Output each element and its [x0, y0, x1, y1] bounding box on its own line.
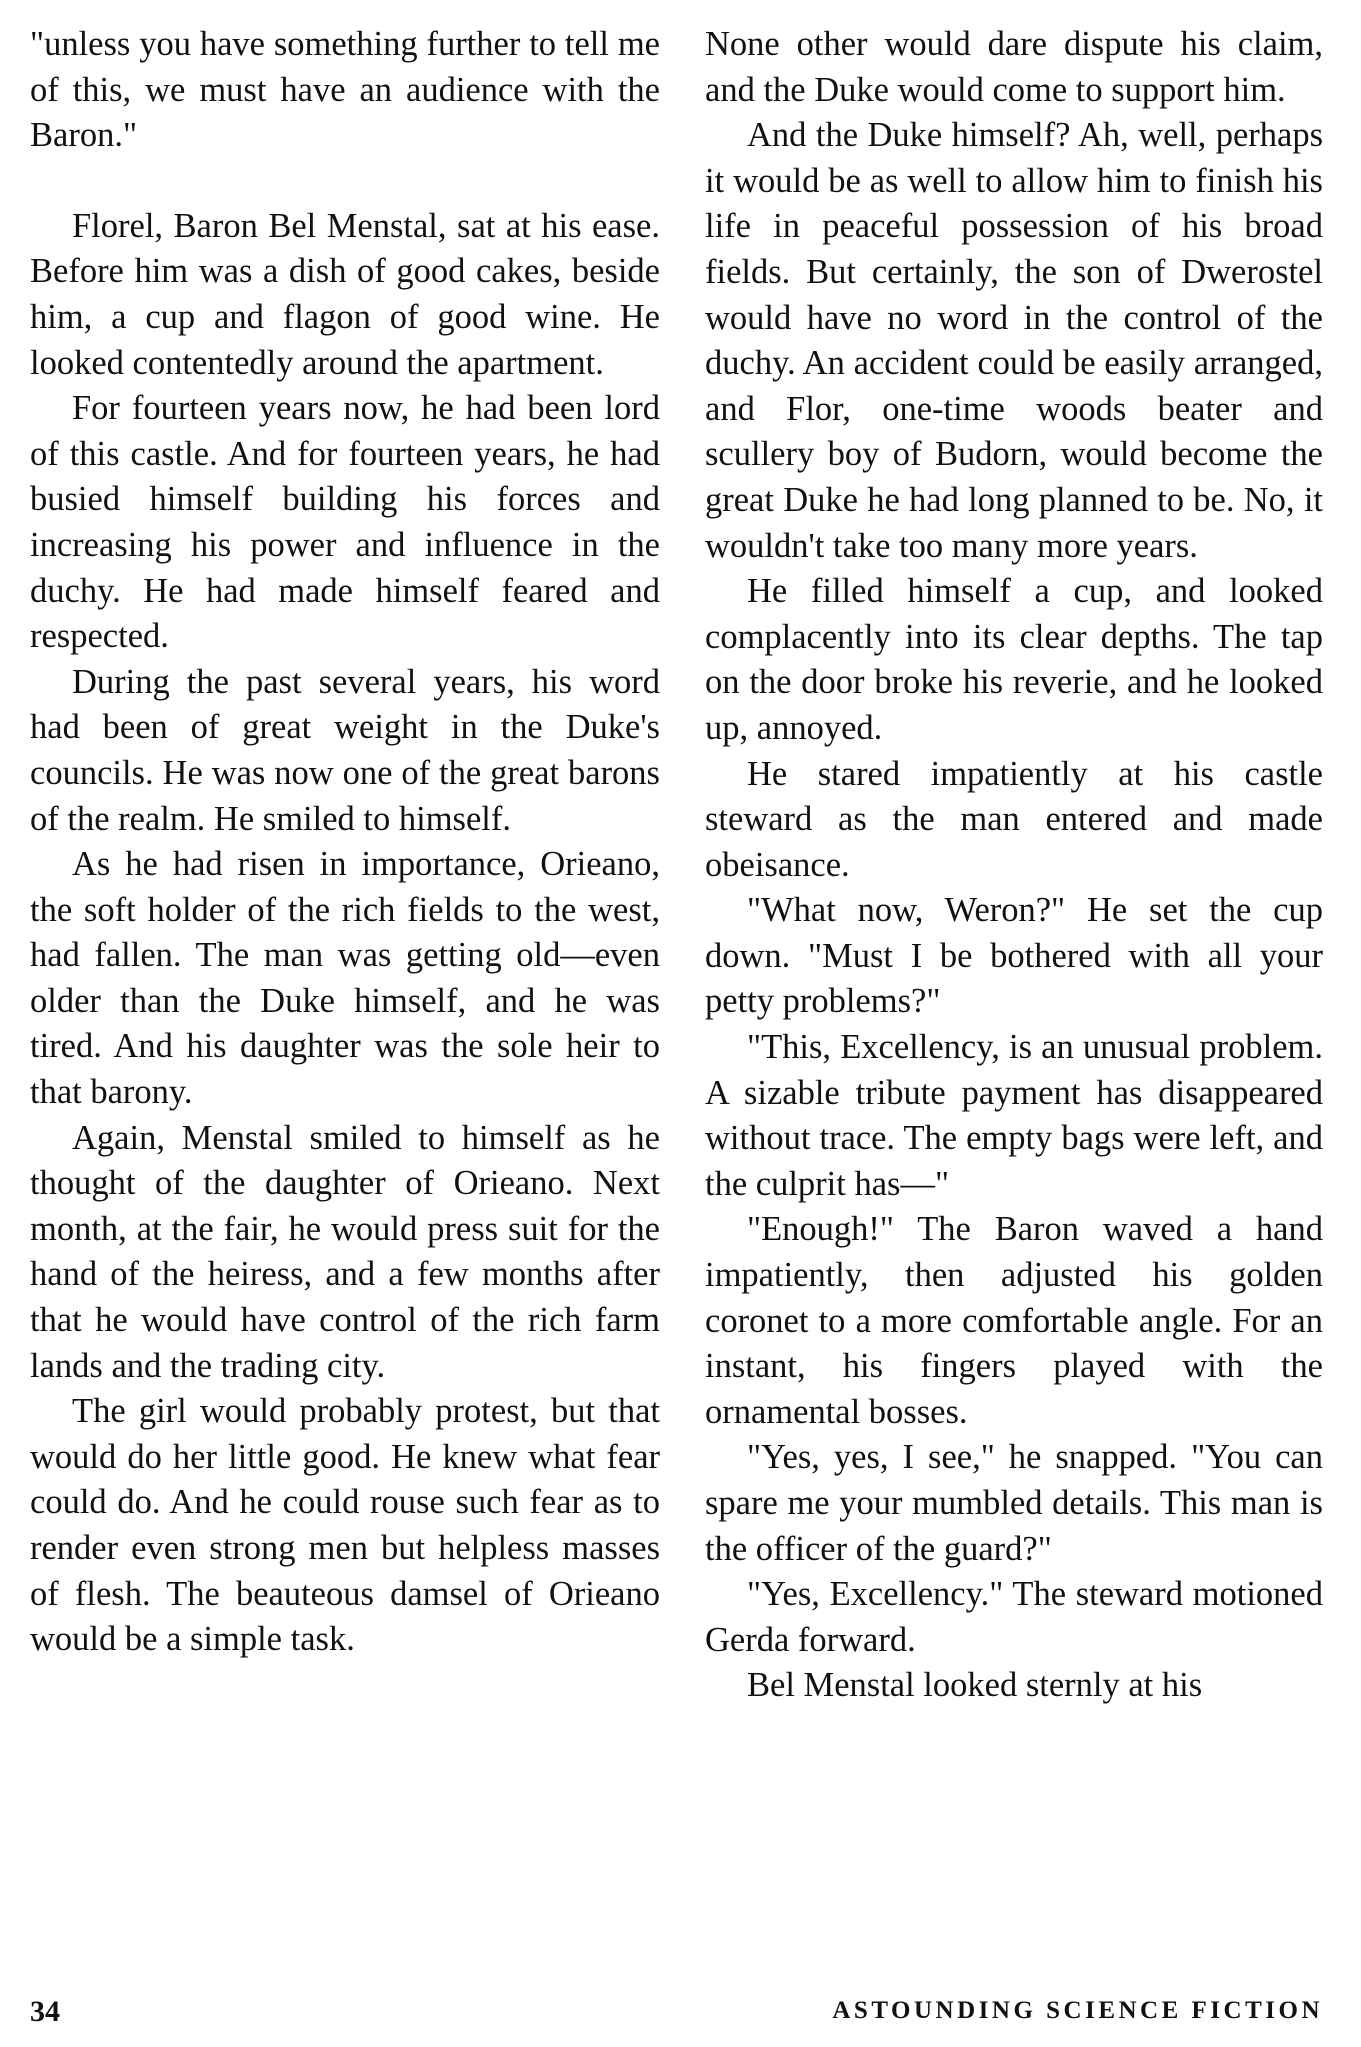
paragraph: "Yes, yes, I see," he snapped. "You can spare me your mumbled details. This man is the officer of the guard?"	[705, 1438, 1323, 1568]
paragraph: He filled himself a cup, and looked complacently into its clear depths. The tap on the door broke his reverie, and he looked up, annoyed.	[705, 572, 1323, 747]
paragraph: The girl would probably protest, but that would do her little good. He knew what fear could do. And he could rouse such fear as to render even strong men but helpless masses of flesh. The beauteous damsel of Orieano would be a simple task.	[30, 1392, 660, 1659]
paragraph: And the Duke himself? Ah, well, perhaps it would be as well to allow him to finish his life in peaceful possession of his broad fields. But certainly, the son of Dwerostel would have no word in the control of the duchy. An accident could be easily arranged, and Flor, one-time woods beater and scullery boy of Budorn, would become the great Duke he had long planned to be. No, it wouldn't take too many more years.	[705, 116, 1323, 565]
paragraph: "This, Excellency, is an unusual problem. A sizable tribute payment has disappeared without trace. The empty bags were left, and the culprit has—"	[705, 1028, 1323, 1203]
left-column	[30, 22, 660, 1663]
page-number: 34	[30, 1995, 60, 2028]
paragraph: Florel, Baron Bel Menstal, sat at his ease. Before him was a dish of good cakes, beside him, a cup and flagon of good wine. He looked contentedly around the apartment.	[30, 206, 660, 382]
paragraph: As he had risen in importance, Orieano, the soft holder of the rich fields to the west, had fallen. The man was getting old—even older than the Duke himself, and he was tired. And his daughter was the sole heir to that barony.	[30, 845, 660, 1112]
paragraph: None other would dare dispute his claim, and the Duke would come to support him.	[705, 25, 1323, 109]
paragraph: For fourteen years now, he had been lord of this castle. And for fourteen years, he had busied himself building his forces and increasing his power and influence in the duchy. He had made himself feared and respected.	[30, 389, 660, 656]
paragraph: During the past several years, his word had been of great weight in the Duke's councils. He was now one of the great barons of the realm. He smiled to himself.	[30, 662, 660, 838]
paragraph: "What now, Weron?" He set the cup down. "Must I be bothered with all your petty problems?"	[705, 891, 1323, 1021]
paragraph: He stared impatiently at his castle steward as the man entered and made obeisance.	[705, 754, 1323, 884]
paragraph: "unless you have something further to tell me of this, we must have an audience with the Baron."	[30, 25, 660, 155]
page-footer	[30, 1995, 1323, 2035]
paragraph: Again, Menstal smiled to himself as he thought of the daughter of Orieano. Next month, at the fair, he would press suit for the hand of the heiress, and a few months after that he would have control of the rich farm lands and the trading city.	[30, 1118, 660, 1385]
paragraph: Bel Menstal looked sternly at his	[747, 1666, 1203, 1705]
paragraph: "Yes, Excellency." The steward motioned Gerda forward.	[705, 1575, 1323, 1659]
running-title: ASTOUNDING SCIENCE FICTION	[832, 1997, 1323, 2024]
right-column	[705, 22, 1323, 1709]
paragraph: "Enough!" The Baron waved a hand impatiently, then adjusted his golden coronet to a more comfortable angle. For an instant, his fingers played with the ornamental bosses.	[705, 1210, 1323, 1431]
